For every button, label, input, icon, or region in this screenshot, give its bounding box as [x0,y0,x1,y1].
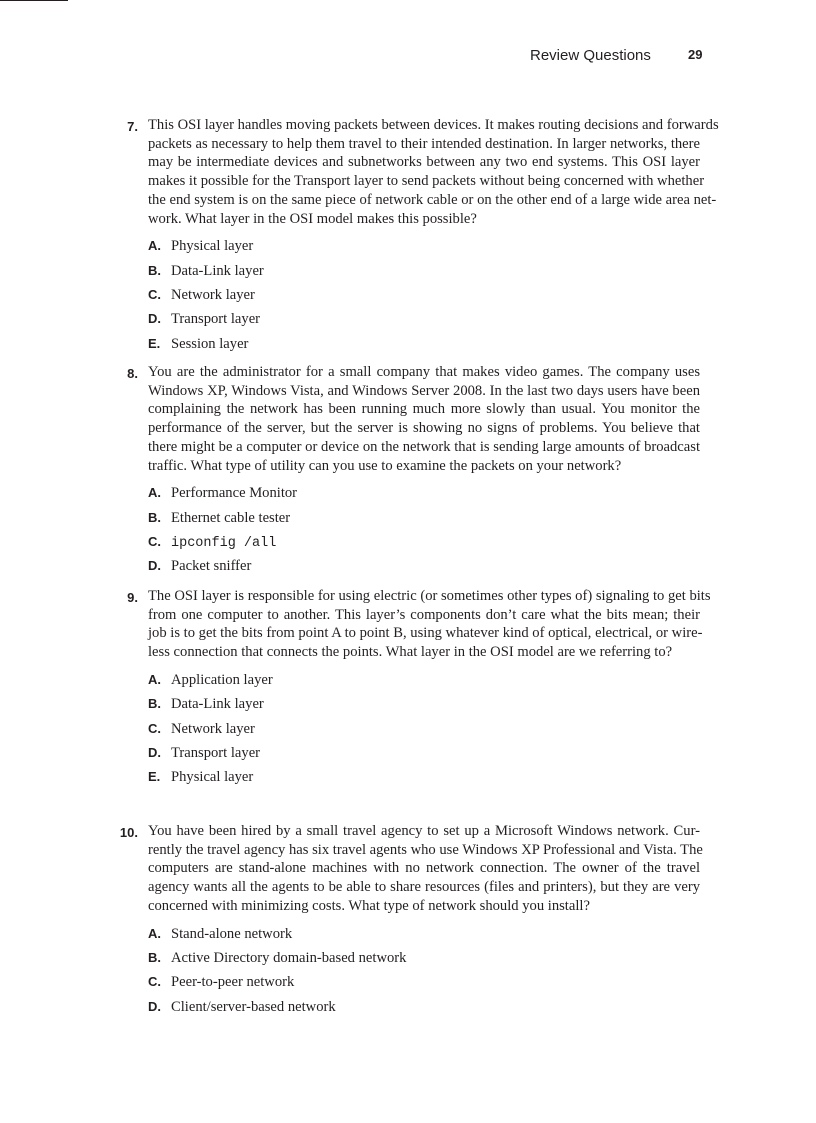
question-line: Windows XP, Windows Vista, and Windows Server 2008. In the last two days users have been [148,382,700,399]
question-text [148,363,700,475]
question-text [148,822,703,916]
question-line: The OSI layer is responsible for using electric (or sometimes other types of) signaling to get bits [148,588,711,604]
option-label: C. [148,287,161,302]
top-rule [0,0,68,1]
question-line: makes it possible for the Transport layer to send packets without being concerned with whether [148,173,705,190]
option-text: Network layer [171,287,255,303]
option-text: Peer-to-peer network [171,974,295,991]
answer-option [148,234,702,258]
answer-option [148,995,702,1019]
question-line: job is to get the bits from point A to point B, using whatever kind of optical, electrical, or wire- [148,625,703,642]
option-text: Transport layer [171,744,261,761]
question-line: the end system is on the same piece of network cable or on the other end of a large wide area net- [148,191,717,208]
answer-options [148,234,702,356]
answer-option [148,946,702,970]
question-line: rently the travel agency has six travel agents who use Windows XP Professional and Vista. The [148,841,703,858]
option-text: Performance Monitor [171,485,298,502]
question-7 [112,116,719,356]
question-line: packets as necessary to help them travel to their intended destination. In larger networks, there [148,135,700,152]
option-text: Packet sniffer [171,558,252,575]
option-text: Data-Link layer [171,696,264,713]
question-line: may be intermediate devices and subnetworks between any two end systems. This OSI layer [148,154,700,171]
option-label: B. [148,262,161,278]
option-label: A. [148,671,161,687]
option-text: Network layer [171,720,255,737]
question-line: work. What layer in the OSI model makes this possible? [148,210,477,227]
answer-options [148,481,702,579]
question-text [148,116,719,228]
answer-option [148,530,702,554]
option-label: B. [148,696,161,712]
option-text: Active Directory domain-based network [171,949,407,966]
question-number: 10. [119,825,138,840]
question-text [148,587,711,662]
option-text: Physical layer [171,769,254,786]
question-10 [112,822,702,1019]
answer-option [148,668,702,692]
answer-options [148,668,702,790]
option-label: C. [148,974,161,990]
option-label: C. [148,534,161,549]
answer-option [148,554,702,578]
option-text: Transport layer [171,311,261,328]
question-number: 9. [127,590,138,605]
option-label: A. [148,925,161,941]
option-text: Data-Link layer [171,262,264,279]
question-9 [112,587,711,790]
question-line: from one computer to another. This layer’s components don’t care what the bits mean; their [148,606,700,623]
answer-option [148,741,702,765]
answer-option [148,259,702,283]
question-line: This OSI layer handles moving packets between devices. It makes routing decisions and forwards [148,117,719,133]
answer-option [148,283,702,307]
answer-option [148,506,702,530]
option-text: Ethernet cable tester [171,509,291,526]
answer-options [148,922,702,1020]
question-8 [112,363,702,579]
option-text: Physical layer [171,238,254,255]
question-line: concerned with minimizing costs. What type of network should you install? [148,897,590,914]
option-label: D. [148,998,161,1014]
answer-option [148,307,702,331]
option-label: C. [148,720,161,736]
option-text: Session layer [171,335,249,352]
option-label: B. [148,509,161,525]
question-line: computers are stand-alone machines with no network connection. The owner of the travel [148,860,700,877]
question-number: 7. [127,119,138,134]
answer-option [148,970,702,994]
option-label: D. [148,558,161,574]
question-line: You have been hired by a small travel agency to set up a Microsoft Windows network. Cur- [148,823,700,839]
page-number: 29 [688,47,703,62]
option-label: A. [148,485,161,501]
option-label: E. [148,335,161,351]
option-text: Application layer [171,671,273,688]
option-label: E. [148,769,161,785]
answer-option [148,692,702,716]
running-head: Review Questions [530,47,651,64]
option-label: B. [148,949,161,965]
answer-option [148,717,702,741]
option-text: Stand-alone network [171,925,293,942]
option-label: D. [148,311,161,327]
option-text: Client/server-based network [171,998,336,1015]
answer-option [148,922,702,946]
question-line: less connection that connects the points. What layer in the OSI model are we referring to? [148,644,673,661]
question-line: traffic. What type of utility can you use to examine the packets on your network? [148,457,622,474]
question-number: 8. [127,366,138,381]
question-line: complaining the network has been running much more slowly than usual. You monitor the [148,401,700,418]
option-label: A. [148,238,161,254]
question-line: there might be a computer or device on the network that is sending large amounts of broadcast [148,438,700,455]
answer-option [148,481,702,505]
answer-option [148,765,702,789]
question-line: You are the administrator for a small company that makes video games. The company uses [148,364,700,380]
answer-option [148,332,702,356]
option-label: D. [148,744,161,760]
option-text: ipconfig /all [171,536,277,551]
question-line: agency wants all the agents to be able to share resources (files and printers), but they are very [148,879,700,896]
question-line: performance of the server, but the server is showing no signs of problems. You believe that [148,420,700,437]
